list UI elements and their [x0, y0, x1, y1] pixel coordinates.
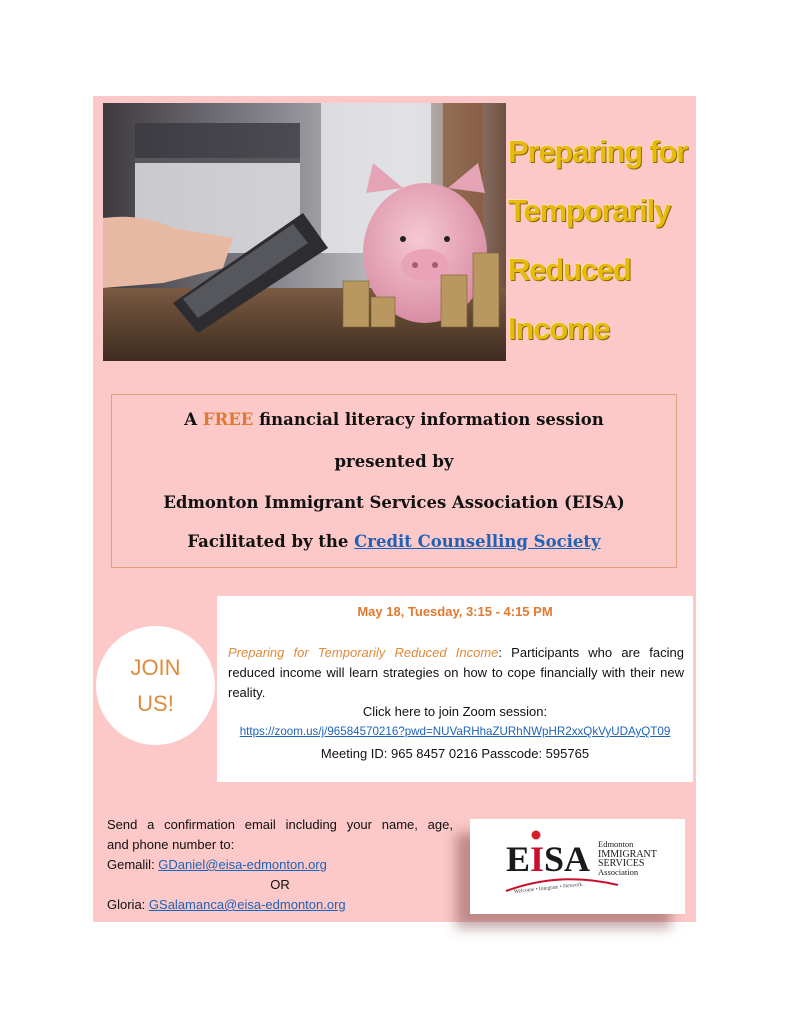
confirmation-instructions	[107, 815, 453, 915]
info-text: Facilitated by the	[187, 532, 355, 551]
contact-label: Gloria:	[107, 897, 149, 912]
session-details-box	[217, 596, 693, 782]
logo-wordmark: EISA	[506, 839, 591, 879]
logo-org-line: Edmonton	[598, 839, 634, 849]
email-link-gsalamanca[interactable]: GSalamanca@eisa-edmonton.org	[148, 897, 346, 912]
info-line-facilitator	[112, 532, 676, 551]
session-date: May 18, Tuesday, 3:15 - 4:15 PM	[357, 604, 553, 619]
info-line-presented-by: presented by	[334, 452, 454, 471]
flyer-title	[508, 122, 698, 358]
credit-counselling-society-link[interactable]: Credit Counselling Society	[354, 532, 601, 551]
confirm-line: and phone number to:	[107, 837, 235, 852]
title-line: Temporarily	[508, 193, 670, 228]
logo-org-line: IMMIGRANT	[598, 849, 657, 860]
contact-label: Gemalil:	[107, 857, 159, 872]
free-highlight: FREE	[202, 410, 254, 429]
join-us-badge	[96, 626, 215, 745]
session-description	[228, 643, 684, 703]
logo-org-line: Association	[598, 867, 639, 877]
logo-tagline: Welcome • Integrate • Network	[513, 881, 583, 895]
logo-dot-icon	[532, 831, 541, 840]
or-separator: OR	[270, 877, 290, 892]
contact-gloria	[107, 895, 453, 915]
email-link-gdaniel[interactable]: GDaniel@eisa-edmonton.org	[158, 857, 327, 872]
desc-text: Participants who are facing reduced income will learn strategies on how to cope financially with their new reality.	[228, 645, 684, 700]
info-line-organization: Edmonton Immigrant Services Association (EISA)	[163, 493, 625, 512]
info-text: A	[184, 410, 203, 429]
logo-org-line: SERVICES	[598, 858, 645, 869]
calculator-piggy-bank-photo	[103, 103, 506, 361]
confirm-line: Send a confirmation email including your name, age,	[107, 817, 453, 832]
title-line: Reduced	[508, 252, 631, 287]
title-line: Income	[508, 311, 610, 346]
zoom-join-instruction: Click here to join Zoom session:	[362, 704, 548, 719]
zoom-link[interactable]: https://zoom.us/j/96584570216?pwd=NUVaRHhaZURhNWpHR2xxQkVyUDAyQT09	[239, 725, 671, 738]
desc-colon: :	[498, 645, 502, 660]
title-line: Preparing for	[508, 134, 688, 169]
info-text: financial literacy information session	[253, 410, 604, 429]
eisa-logo	[470, 819, 685, 914]
contact-gemalil	[107, 855, 453, 875]
info-box	[111, 394, 677, 568]
session-topic: Preparing for Temporarily Reduced Income	[228, 645, 499, 660]
join-text: US!	[137, 690, 174, 716]
info-line-free-session	[112, 410, 676, 429]
meeting-credentials: Meeting ID: 965 8457 0216 Passcode: 595765	[320, 746, 590, 761]
join-text: JOIN	[130, 654, 181, 680]
